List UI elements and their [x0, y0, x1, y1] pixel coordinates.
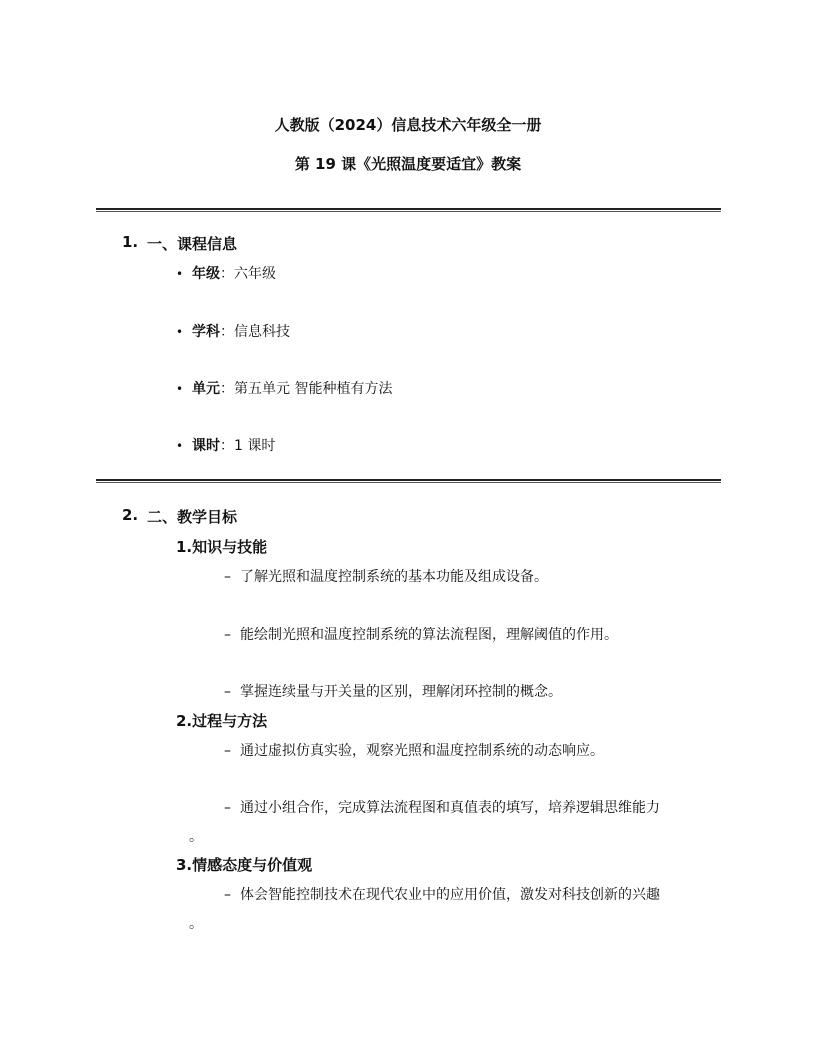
document-subtitle: 第 19 课《光照温度要适宜》教案 — [294, 155, 522, 173]
horizontal-rule — [96, 479, 721, 483]
objective-text: 通过虚拟仿真实验，观察光照和温度控制系统的动态响应。 — [240, 743, 604, 759]
dash-icon: – — [224, 627, 231, 643]
section-number: 2. — [122, 506, 139, 524]
dash-icon: – — [224, 743, 231, 759]
info-item-grade — [176, 263, 276, 283]
section-number: 1. — [122, 233, 139, 251]
group-number: 1. — [176, 538, 193, 556]
objective-group-title — [176, 536, 267, 557]
objective-group-title — [176, 710, 267, 731]
objective-item — [224, 740, 604, 760]
objective-item — [224, 884, 660, 904]
section-heading: 一、课程信息 — [147, 235, 238, 253]
info-label: 单元 — [192, 381, 220, 397]
dash-icon: – — [224, 800, 231, 816]
info-label: 课时 — [192, 438, 220, 454]
info-label: 学科 — [192, 324, 220, 340]
group-number: 2. — [176, 712, 193, 730]
section-heading: 二、教学目标 — [147, 508, 238, 526]
info-item-unit — [176, 378, 392, 398]
objective-group-title — [176, 854, 312, 875]
objective-text: 能绘制光照和温度控制系统的算法流程图，理解阈值的作用。 — [240, 627, 618, 643]
info-label: 年级 — [192, 266, 220, 282]
bullet-icon: • — [176, 439, 184, 453]
group-title: 过程与方法 — [192, 712, 268, 730]
bullet-icon: • — [176, 325, 184, 339]
horizontal-rule — [96, 208, 721, 212]
info-value: ：六年级 — [220, 266, 276, 282]
objective-text: 了解光照和温度控制系统的基本功能及组成设备。 — [240, 569, 548, 585]
objective-item — [224, 624, 618, 644]
dash-icon: – — [224, 887, 231, 903]
group-title: 情感态度与价值观 — [192, 856, 313, 874]
objective-text: 通过小组合作，完成算法流程图和真值表的填写，培养逻辑思维能力 — [240, 800, 660, 816]
bullet-icon: • — [176, 382, 184, 396]
objective-text: 体会智能控制技术在现代农业中的应用价值，激发对科技创新的兴趣 — [240, 887, 660, 903]
bullet-icon: • — [176, 267, 184, 281]
info-value: ：信息科技 — [220, 324, 290, 340]
info-value: ：第五单元 智能种植有方法 — [220, 381, 393, 397]
objective-continuation: 。 — [189, 829, 203, 845]
dash-icon: – — [224, 569, 231, 585]
info-item-subject — [176, 321, 290, 341]
info-item-hours — [176, 435, 275, 455]
document-title: 人教版（2024）信息技术六年级全一册 — [274, 116, 542, 134]
objective-text: 掌握连续量与开关量的区别，理解闭环控制的概念。 — [240, 684, 562, 700]
group-title: 知识与技能 — [192, 538, 268, 556]
objective-item — [224, 797, 660, 817]
objective-continuation: 。 — [189, 916, 203, 932]
objective-item — [224, 566, 548, 586]
group-number: 3. — [176, 856, 193, 874]
dash-icon: – — [224, 684, 231, 700]
info-value: ：1 课时 — [220, 438, 276, 454]
objective-item — [224, 681, 562, 701]
